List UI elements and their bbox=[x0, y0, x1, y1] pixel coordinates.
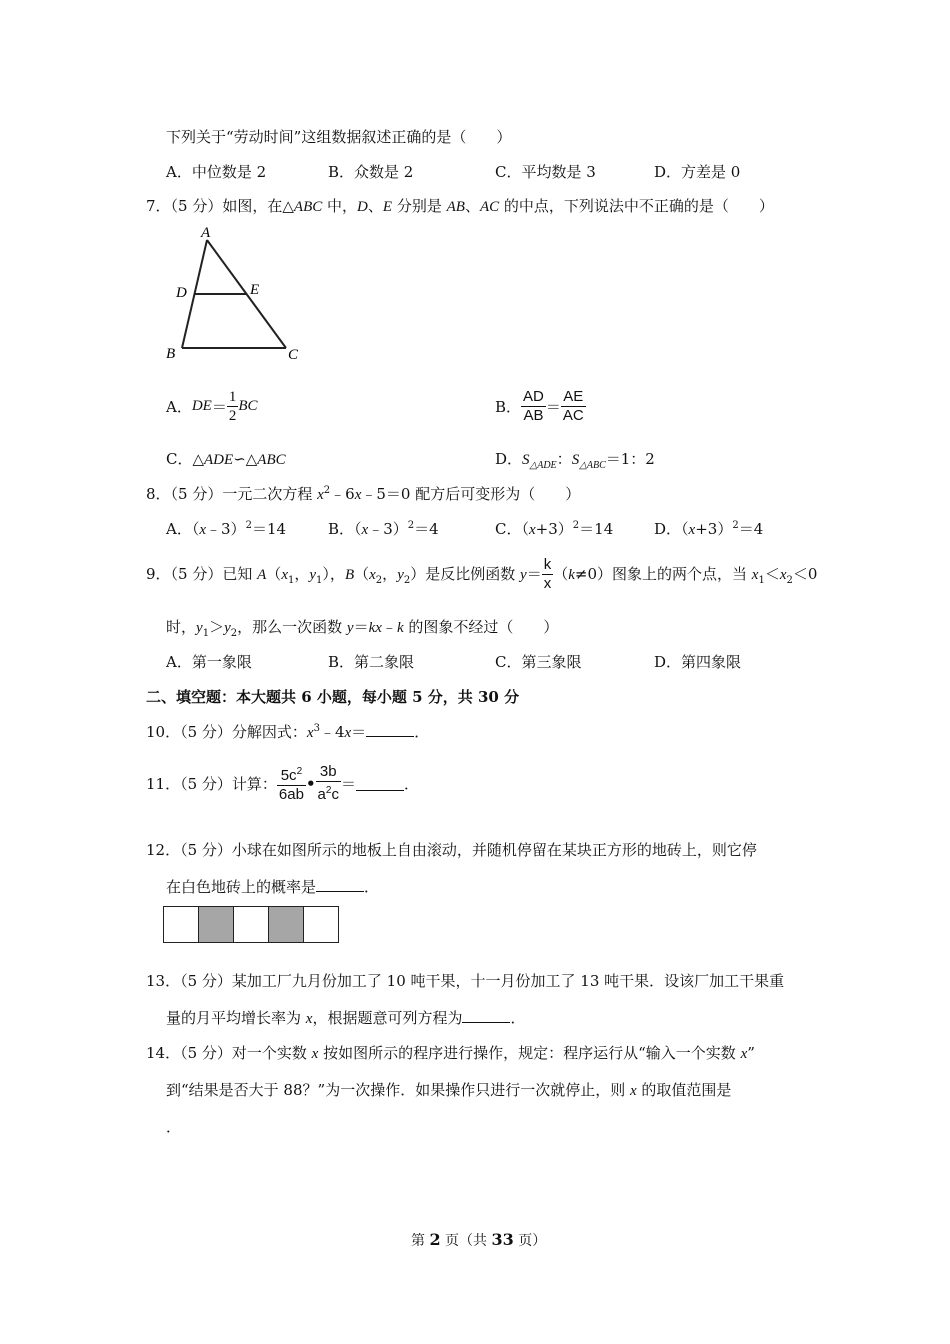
q9-option-c: C．第三象限 bbox=[495, 653, 582, 671]
q10-answer-blank[interactable] bbox=[366, 722, 414, 737]
q13-line2: 量的月平均增长率为 x，根据题意可列方程为 ． bbox=[166, 1009, 526, 1027]
q13-answer-blank[interactable] bbox=[462, 1008, 510, 1023]
q8-option-b: B．（x﹣3）$^2$＝4 bbox=[328, 520, 439, 538]
q8-stem: 8．（5 分）一元二次方程 $x^2﹣6x﹣5=0$ 配方后可变形为（ ） bbox=[146, 485, 581, 503]
tile-white bbox=[304, 907, 338, 942]
q12-line2: 在白色地砖上的概率是 ． bbox=[166, 878, 380, 896]
page-footer: 第 2 页（共 33 页） bbox=[411, 1230, 547, 1249]
q11: 11．（5 分）计算： $\frac{5c^2}{6ab}$ • $\frac{3b}{a^2c}$ ＝ ． bbox=[146, 763, 419, 803]
q14-line2: 到“结果是否大于 88？”为一次操作．如果操作只进行一次就停止，则 x 的取值范围是 bbox=[166, 1081, 732, 1099]
q12-answer-blank[interactable] bbox=[316, 877, 364, 892]
q6-stem: 下列关于“劳动时间”这组数据叙述正确的是（ ） bbox=[166, 128, 512, 146]
q8-option-c: C．$(x+3)^2=14$ bbox=[495, 520, 614, 538]
tile-white bbox=[164, 907, 199, 942]
tile-white bbox=[234, 907, 269, 942]
q7-option-b: B． $\frac{AD}{AB}$ ＝ $\frac{AE}{AC}$ bbox=[495, 388, 584, 424]
label-e: E bbox=[250, 282, 260, 298]
q9-line1: 9．（5 分）已知 $A(x_1$，$y_1$），$B(x_2$，$y_2$）是反比例函数 y＝ $\frac{k}{x}$ （k≠0）图象上的两个点，当 $x_1<x_2<0$ bbox=[146, 556, 818, 592]
q7-option-d: D．$S_{\triangle ADE}$：$S_{\triangle ABC}=1$：2 bbox=[495, 450, 655, 471]
label-b: B bbox=[166, 346, 176, 362]
q8-option-a: A．（x﹣3）$^2$＝14 bbox=[166, 520, 287, 538]
q10: 10．（5 分）分解因式：$x^3﹣4x=$ ． bbox=[146, 723, 430, 741]
q6-option-b: B．众数是 2 bbox=[328, 163, 414, 181]
q9-option-b: B．第二象限 bbox=[328, 653, 415, 671]
tile-gray bbox=[199, 907, 234, 942]
label-a: A bbox=[201, 225, 211, 241]
q9-option-a: A．第一象限 bbox=[166, 653, 252, 671]
q9-line2: 时，$y_1>y_2$，那么一次函数 y＝kx﹣k 的图象不经过（ ） bbox=[166, 618, 559, 639]
q7-stem: 7．（5 分）如图，在△ABC 中，D、E 分别是 AB、AC 的中点，下列说法中不正确的是（ ） bbox=[146, 197, 774, 215]
q8-option-d: D．$(x+3)^2=4$ bbox=[654, 520, 764, 538]
q14-line1: 14．（5 分）对一个实数 x 按如图所示的程序进行操作，规定：程序运行从“输入一个实数 x” bbox=[146, 1044, 755, 1062]
label-d: D bbox=[176, 285, 187, 301]
q7-option-c: C．△ADE∽△ABC bbox=[166, 450, 286, 468]
q6-option-c: C．平均数是 3 bbox=[495, 163, 596, 181]
q9-option-d: D．第四象限 bbox=[654, 653, 742, 671]
label-c: C bbox=[288, 347, 299, 363]
q7-option-a: A．DE＝ $\frac{1}{2}$ BC bbox=[166, 389, 258, 424]
q13-line1: 13．（5 分）某加工厂九月份加工了 10 吨干果，十一月份加工了 13 吨干果．设该厂加工干果重 bbox=[146, 972, 785, 990]
triangle-figure bbox=[160, 222, 310, 367]
section-2-title: 二、填空题：本大题共 6 小题，每小题 5 分，共 30 分 bbox=[146, 688, 520, 706]
q11-answer-blank[interactable] bbox=[356, 776, 404, 791]
tile-gray bbox=[269, 907, 304, 942]
q6-option-d: D．方差是 0 bbox=[654, 163, 741, 181]
q12-line1: 12．（5 分）小球在如图所示的地板上自由滚动，并随机停留在某块正方形的地砖上，则它停 bbox=[146, 841, 757, 859]
q6-option-a: A．中位数是 2 bbox=[166, 163, 267, 181]
floor-tiles bbox=[163, 906, 339, 943]
q14-line3: ． bbox=[166, 1118, 182, 1136]
